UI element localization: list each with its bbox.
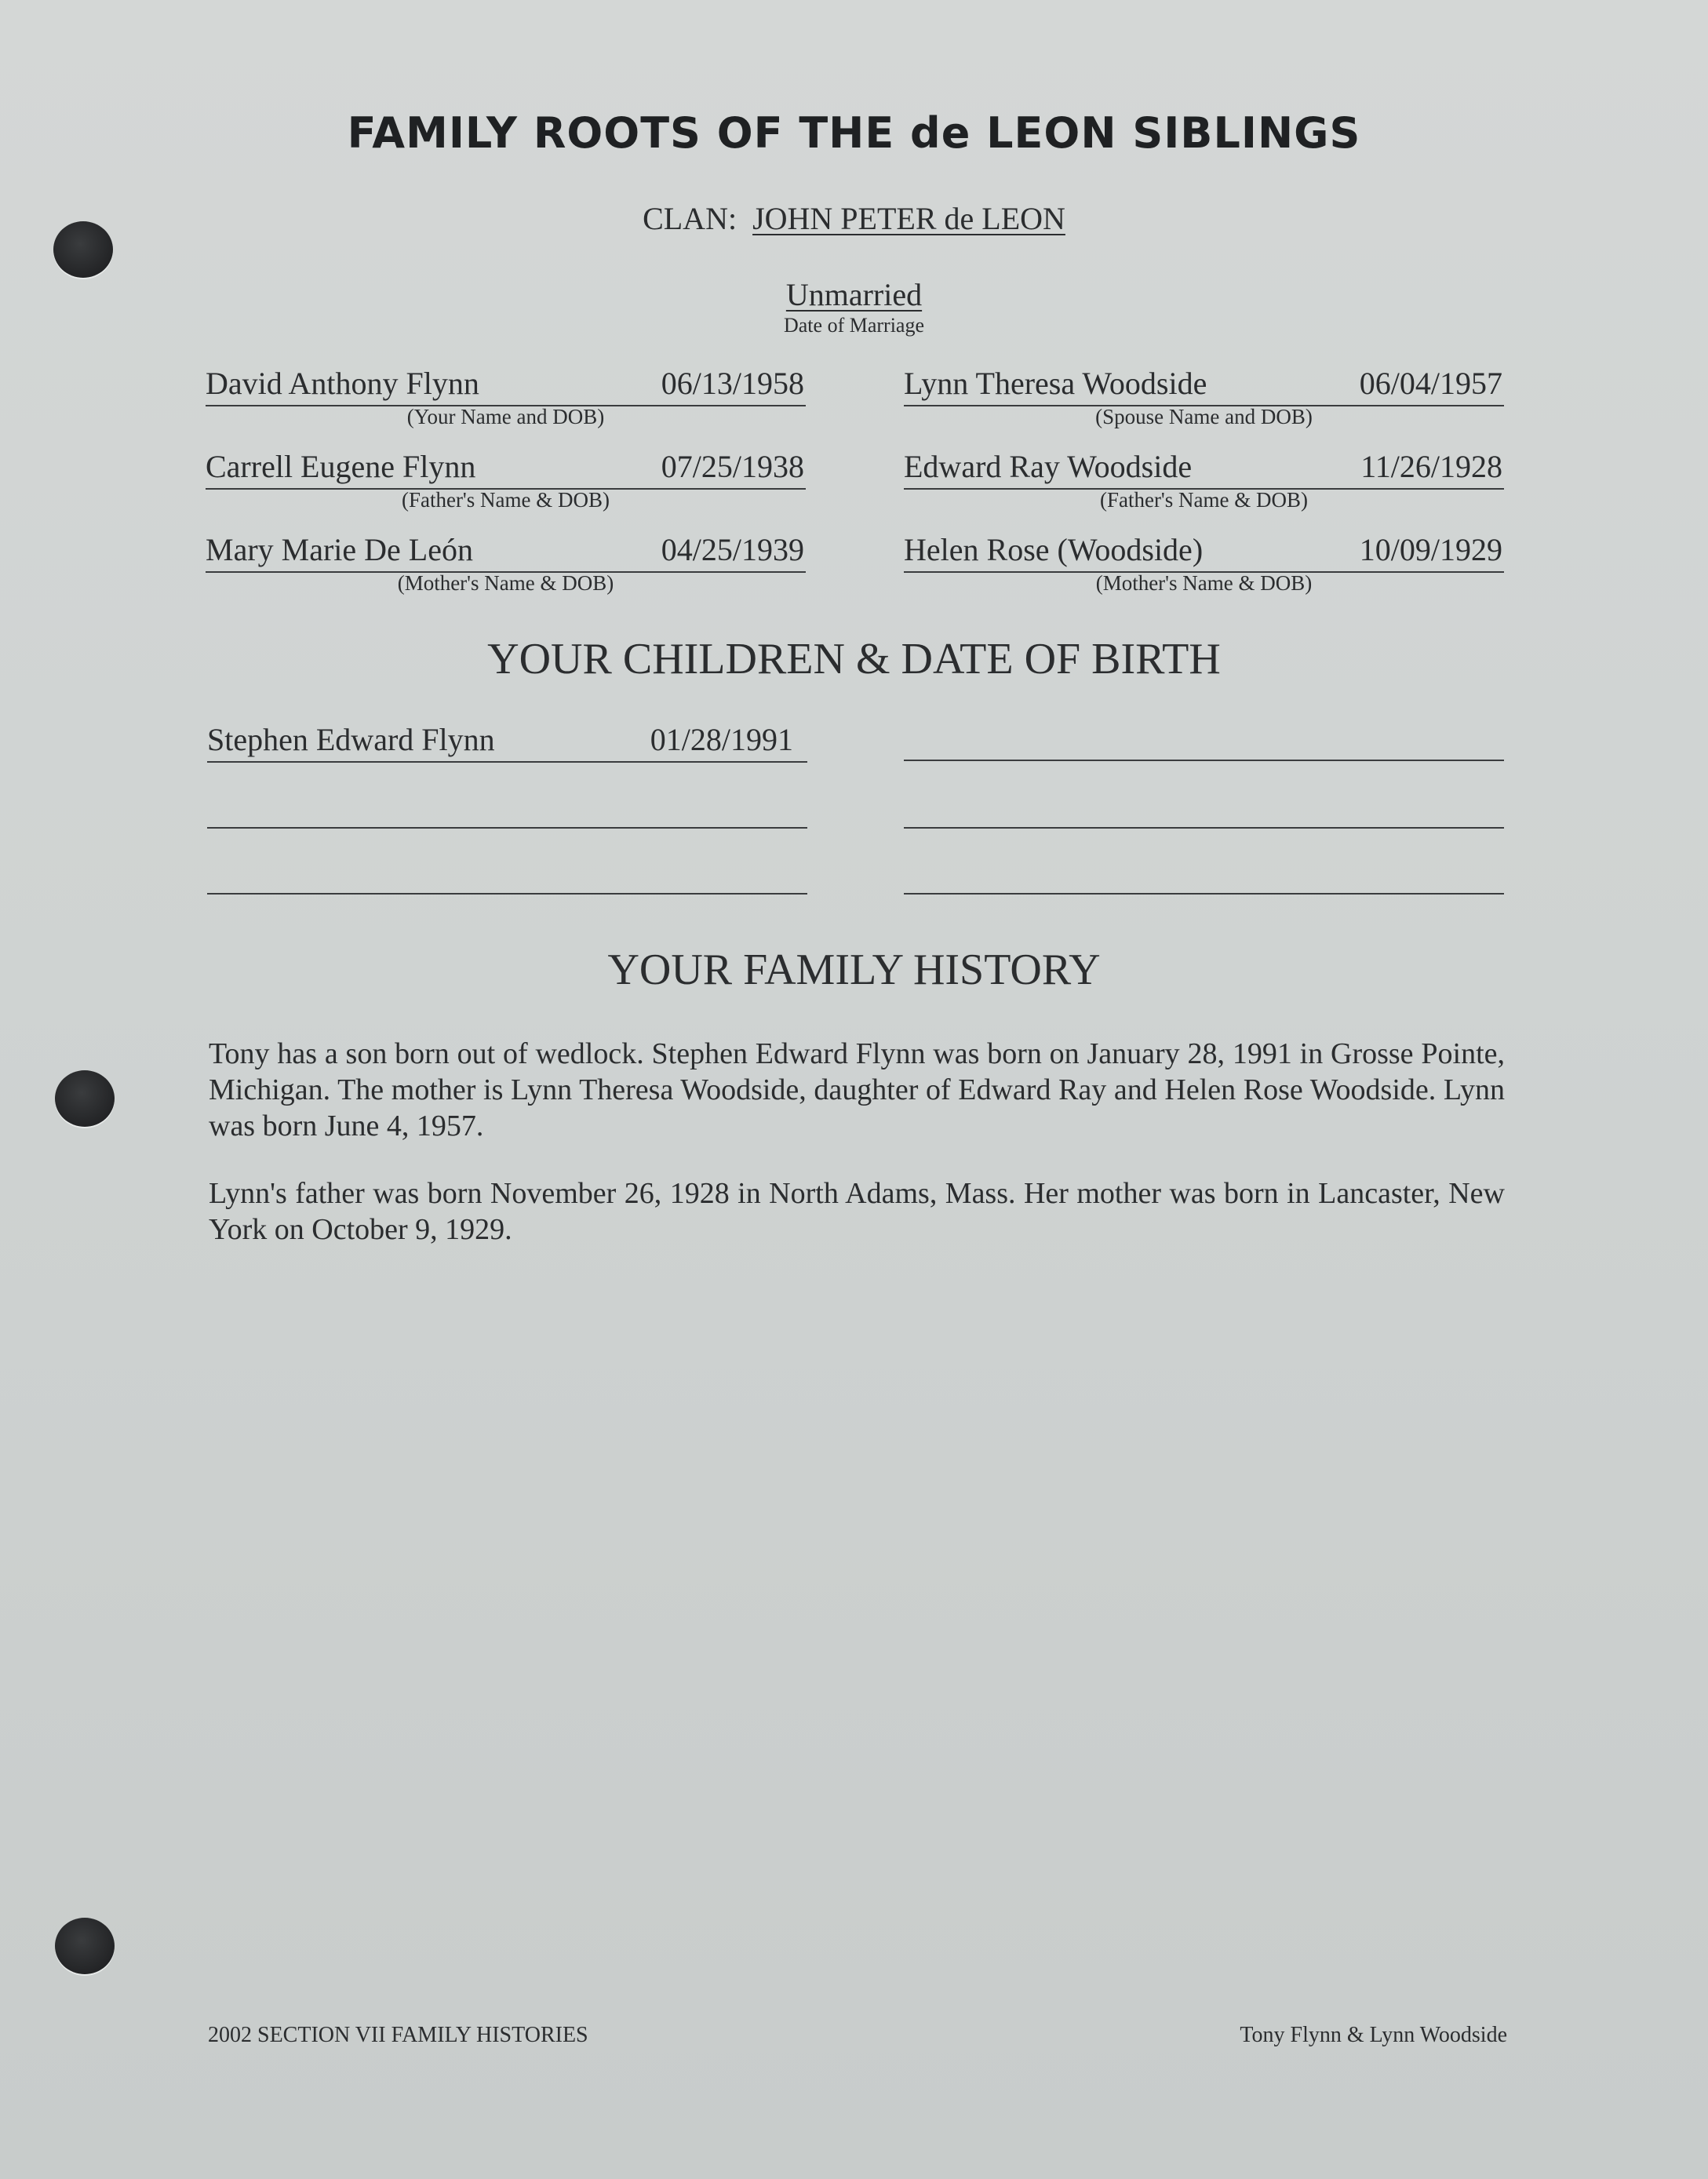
father-caption: (Father's Name & DOB) [401, 488, 610, 512]
self-caption: (Your Name and DOB) [406, 405, 605, 428]
self-name: David Anthony Flynn [206, 366, 479, 401]
spouse-mother-field [904, 527, 1504, 573]
child-dob: 01/28/1991 [650, 722, 793, 757]
footer-left: 2002 SECTION VII FAMILY HISTORIES [208, 2023, 588, 2047]
binder-hole-middle [55, 1070, 115, 1127]
child-blank-line [207, 893, 807, 895]
page-title: FAMILY ROOTS OF THE de LEON SIBLINGS [347, 108, 1361, 158]
child-blank-line [904, 893, 1504, 895]
spouse-dob: 06/04/1957 [1359, 366, 1502, 401]
spouse-name: Lynn Theresa Woodside [904, 366, 1207, 401]
clan-line [0, 200, 1708, 237]
child-blank-line [904, 760, 1504, 761]
children-heading: YOUR CHILDREN & DATE OF BIRTH [487, 635, 1221, 683]
mother-field [206, 527, 806, 573]
father-name: Carrell Eugene Flynn [206, 449, 476, 484]
spouse-mother-name: Helen Rose (Woodside) [904, 532, 1204, 567]
father-field [206, 444, 806, 490]
marriage-value: Unmarried [785, 277, 923, 312]
history-heading: YOUR FAMILY HISTORY [607, 946, 1101, 994]
spouse-father-dob: 11/26/1928 [1360, 449, 1502, 484]
child-name: Stephen Edward Flynn [207, 722, 495, 757]
clan-label: CLAN: [643, 201, 737, 236]
spouse-father-field [904, 444, 1504, 490]
mother-dob: 04/25/1939 [661, 532, 804, 567]
spouse-caption: (Spouse Name and DOB) [1095, 405, 1313, 428]
mother-name: Mary Marie De León [206, 532, 473, 567]
footer-right: Tony Flynn & Lynn Woodside [1240, 2023, 1507, 2047]
binder-hole-bottom [55, 1918, 115, 1974]
self-dob: 06/13/1958 [661, 366, 804, 401]
marriage-caption: Date of Marriage [783, 314, 925, 337]
child-blank-line [207, 827, 807, 829]
spouse-mother-caption: (Mother's Name & DOB) [1095, 571, 1313, 595]
history-paragraph: Tony has a son born out of wedlock. Stephen Edward Flynn was born on January 28, 1991 in Grosse Pointe, Michigan. The mother is Lynn Theresa Woodside, daughter of Edward Ray and Helen Rose Woodside. Lynn was born June 4, 1957. [209, 1037, 1505, 1142]
history-paragraph: Lynn's father was born November 26, 1928 in North Adams, Mass. Her mother was born in Lancaster, New York on October 9, 1929. [209, 1177, 1505, 1246]
spouse-father-name: Edward Ray Woodside [904, 449, 1193, 484]
self-field [206, 361, 806, 406]
child-blank-line [904, 827, 1504, 829]
spouse-father-caption: (Father's Name & DOB) [1099, 488, 1309, 512]
spouse-field [904, 361, 1504, 406]
spouse-mother-dob: 10/09/1929 [1359, 532, 1502, 567]
child-field-1 [207, 717, 807, 763]
mother-caption: (Mother's Name & DOB) [397, 571, 614, 595]
clan-name: JOHN PETER de LEON [752, 201, 1065, 236]
father-dob: 07/25/1938 [661, 449, 804, 484]
